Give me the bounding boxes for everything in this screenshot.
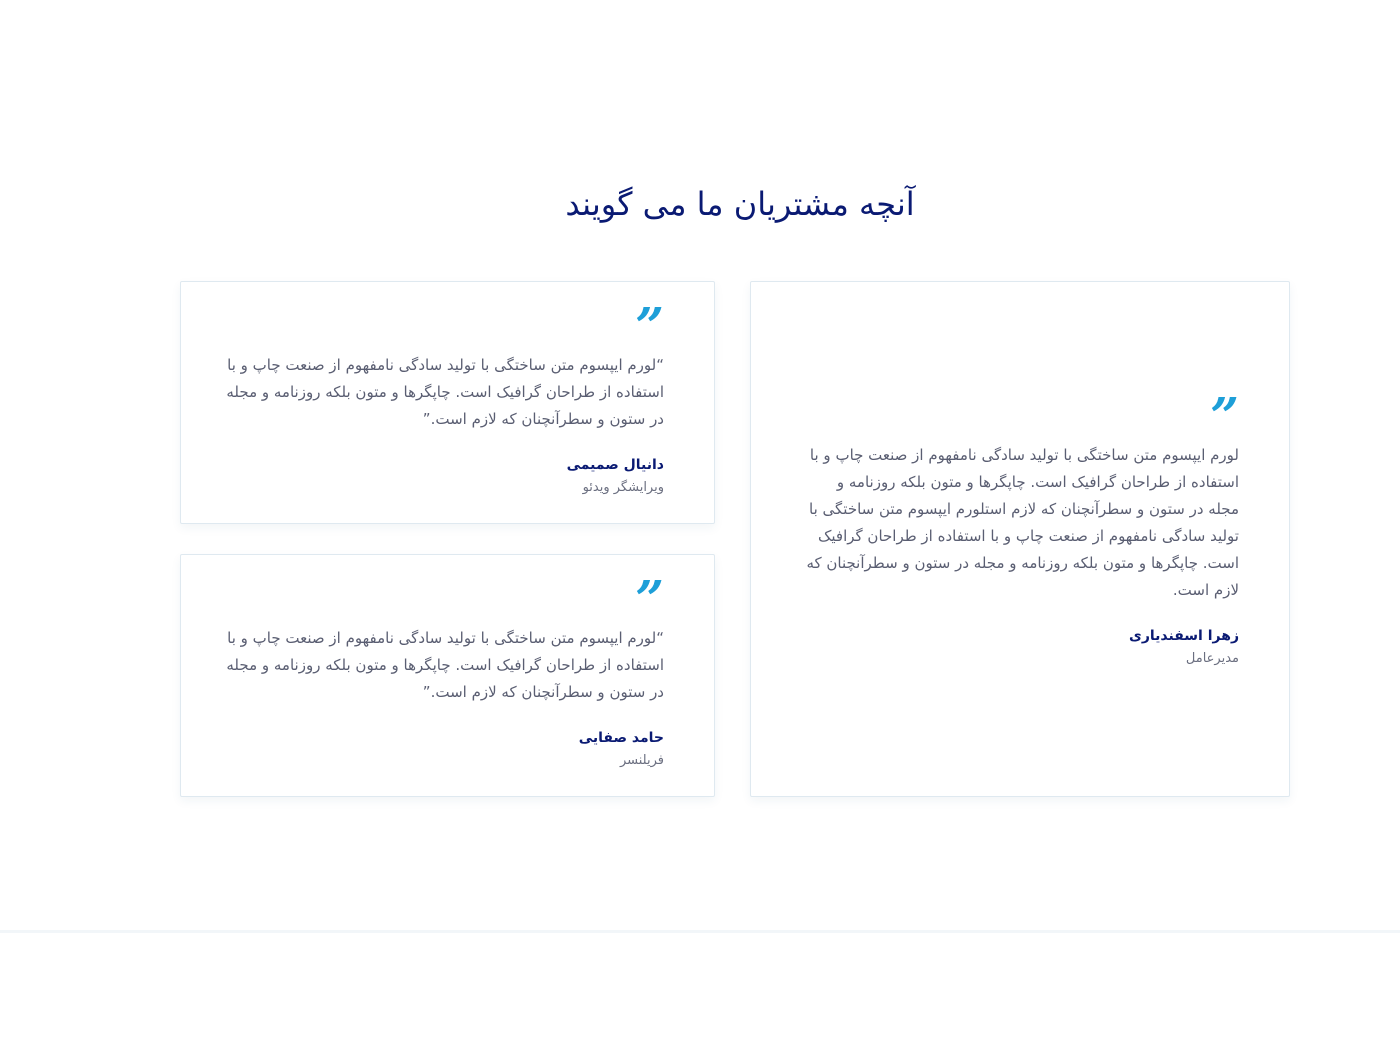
author-name: زهرا اسفندیاری (1129, 628, 1239, 644)
testimonial-content (224, 569, 664, 772)
author-name: دانیال صمیمی (566, 457, 664, 473)
author-name: حامد صفایی (578, 730, 664, 746)
author-role: مدیرعامل (1185, 651, 1239, 666)
testimonial-text: “لورم ایپسوم متن ساختگی با تولید سادگی نامفهوم از صنعت چاپ و با استفاده از طراحان گرافیک است. چاپگرها و متون بلکه روزنامه و مجله در ستون و سطرآنچنان که لازم است.” (226, 356, 664, 428)
testimonial-text: “لورم ایپسوم متن ساختگی با تولید سادگی نامفهوم از صنعت چاپ و با استفاده از طراحان گرافیک است. چاپگرها و متون بلکه روزنامه و مجله در ستون و سطرآنچنان که لازم است.” (226, 629, 664, 701)
section-divider (0, 930, 1400, 933)
testimonial-card-featured (750, 281, 1290, 797)
section-title: آنچه مشتریان ما می گویند (565, 185, 915, 223)
testimonial-content (805, 386, 1239, 670)
testimonial-card (180, 554, 715, 797)
author-role: فریلنسر (619, 753, 664, 768)
author-role: ویرایشگر ویدئو (582, 480, 664, 495)
quote-icon: ” (635, 569, 664, 628)
quote-icon: ” (635, 296, 664, 355)
testimonial-content (224, 296, 664, 499)
testimonial-card (180, 281, 715, 524)
testimonial-text: لورم ایپسوم متن ساختگی با تولید سادگی نامفهوم از صنعت چاپ و با استفاده از طراحان گرافیک است. چاپگرها و متون بلکه روزنامه و مجله در ستون و سطرآنچنان که لازم استلورم ایپسوم متن ساختگی با تولید سادگی نامفهوم از صنعت چاپ و با استفاده از طراحان گرافیک است. چاپگرها و متون بلکه روزنامه و مجله در ستون و سطرآنچنان که لازم است. (806, 446, 1239, 599)
quote-icon: ” (1210, 386, 1239, 445)
